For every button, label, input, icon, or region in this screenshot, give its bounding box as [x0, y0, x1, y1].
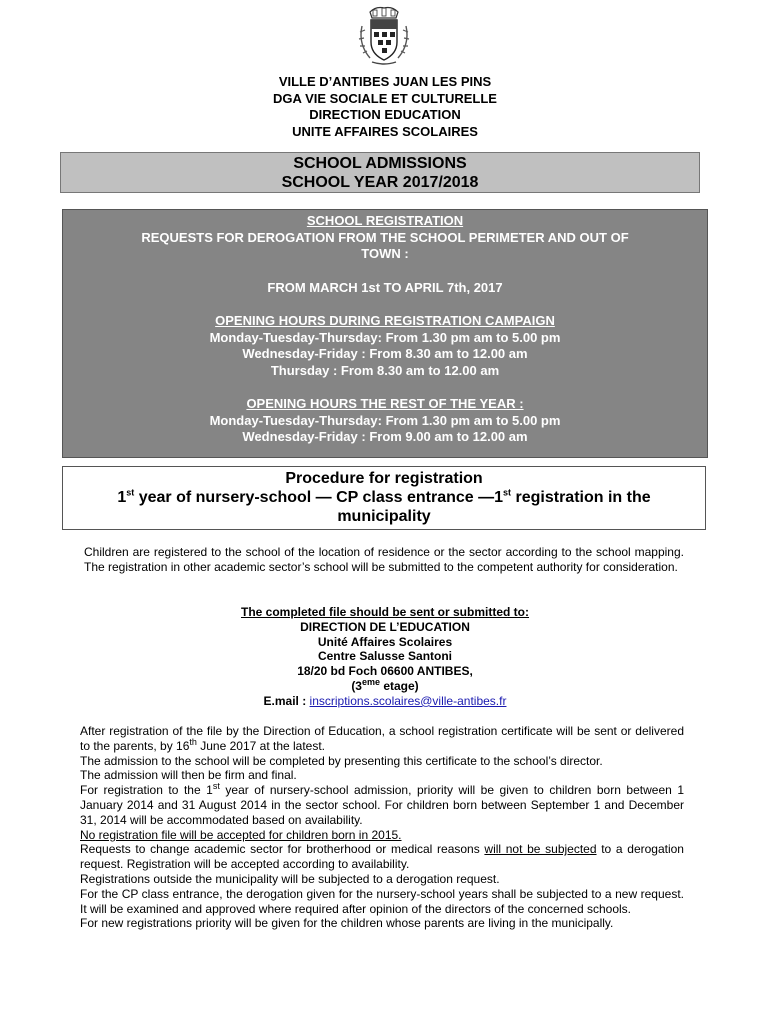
contact-line: Unité Affaires Scolaires [317, 634, 453, 649]
body-paragraph: After registration of the file by the Direction of Education, a school registration certificate will be sent or delivered to the parents, by 16th June 2017 at the latest. [80, 724, 684, 753]
procedure-title: Procedure for registration [285, 470, 483, 487]
procedure-box [62, 466, 706, 530]
contact-block [0, 605, 770, 709]
body-paragraph: The admission will then be firm and final. [80, 768, 297, 783]
derogation-text: REQUESTS FOR DEROGATION FROM THE SCHOOL PERIMETER AND OUT OF TOWN : [141, 229, 629, 261]
email-link[interactable]: inscriptions.scolaires@ville-antibes.fr [309, 693, 507, 708]
rest-hours-line: Wednesday-Friday : From 9.00 am to 12.00 am [242, 429, 528, 444]
title-line-year: SCHOOL YEAR 2017/2018 [281, 174, 479, 191]
registration-period: FROM MARCH 1st TO APRIL 7th, 2017 [267, 279, 503, 295]
campaign-hours-line: Thursday : From 8.30 am to 12.00 am [270, 362, 500, 378]
rest-hours-heading: OPENING HOURS THE REST OF THE YEAR : [246, 396, 524, 411]
campaign-hours-line: Wednesday-Friday : From 8.30 am to 12.00 am [242, 346, 528, 361]
header-line-direction: DIRECTION EDUCATION [309, 107, 461, 122]
procedure-subtitle: 1st year of nursery-school — CP class entrance —1st registration in the [117, 487, 651, 506]
email-label: E.mail : [263, 693, 310, 708]
campaign-hours-heading: OPENING HOURS DURING REGISTRATION CAMPAIGN [215, 313, 555, 328]
rest-hours-line: Monday-Tuesday-Thursday: From 1.30 pm am to 5.00 pm [209, 412, 561, 428]
title-line-admissions: SCHOOL ADMISSIONS [293, 155, 467, 172]
body-paragraph: For the CP class entrance, the derogation given for the nursery-school years shall be subjected to a new request. It will be examined and approved where required after opinion of the directors of the concerned schools. [80, 886, 684, 916]
contact-heading: The completed file should be sent or submitted to: [240, 605, 530, 619]
body-text [80, 724, 684, 931]
registration-box [62, 209, 708, 458]
header-line-city: VILLE D’ANTIBES JUAN LES PINS [278, 74, 492, 89]
body-paragraph: Registrations outside the municipality will be subjected to a derogation request. [80, 871, 500, 886]
registration-heading: SCHOOL REGISTRATION [306, 213, 464, 228]
body-paragraph: The admission to the school will be completed by presenting this certificate to the school’s director. [80, 753, 603, 768]
body-paragraph: For new registrations priority will be given for the children whose parents are living in the municipally. [80, 916, 614, 931]
header-line-dga: DGA VIE SOCIALE ET CULTURELLE [273, 90, 497, 106]
body-paragraph: Requests to change academic sector for brotherhood or medical reasons will not be subjected to a derogation request. Registration will be accepted according to availability. [80, 842, 684, 872]
city-crest-icon [356, 6, 412, 66]
contact-line: DIRECTION DE L’EDUCATION [300, 619, 470, 634]
procedure-subtitle-end: municipality [337, 508, 431, 525]
campaign-hours-line: Monday-Tuesday-Thursday: From 1.30 pm am to 5.00 pm [209, 329, 561, 345]
header-line-unit: UNITE AFFAIRES SCOLAIRES [292, 123, 478, 139]
contact-email-row [0, 694, 770, 709]
organization-header [0, 74, 770, 140]
body-paragraph: For registration to the 1st year of nursery-school admission, priority will be given to children born between 1 January 2014 and 31 August 2014 in the sector school. For children born between September 1 and December 31, 2014 will be accommodated based on availability. [80, 781, 685, 827]
contact-floor: (3eme etage) [351, 676, 419, 693]
contact-address: 18/20 bd Foch 06600 ANTIBES, [297, 664, 473, 679]
title-box [60, 152, 700, 193]
body-paragraph-notice: No registration file will be accepted for children born in 2015. [80, 827, 402, 842]
contact-line: Centre Salusse Santoni [317, 649, 453, 664]
intro-paragraph: Children are registered to the school of the location of residence or the sector according to the school mapping. The registration in other academic sector’s school will be submitted to the competent authority for consideration. [84, 545, 684, 574]
